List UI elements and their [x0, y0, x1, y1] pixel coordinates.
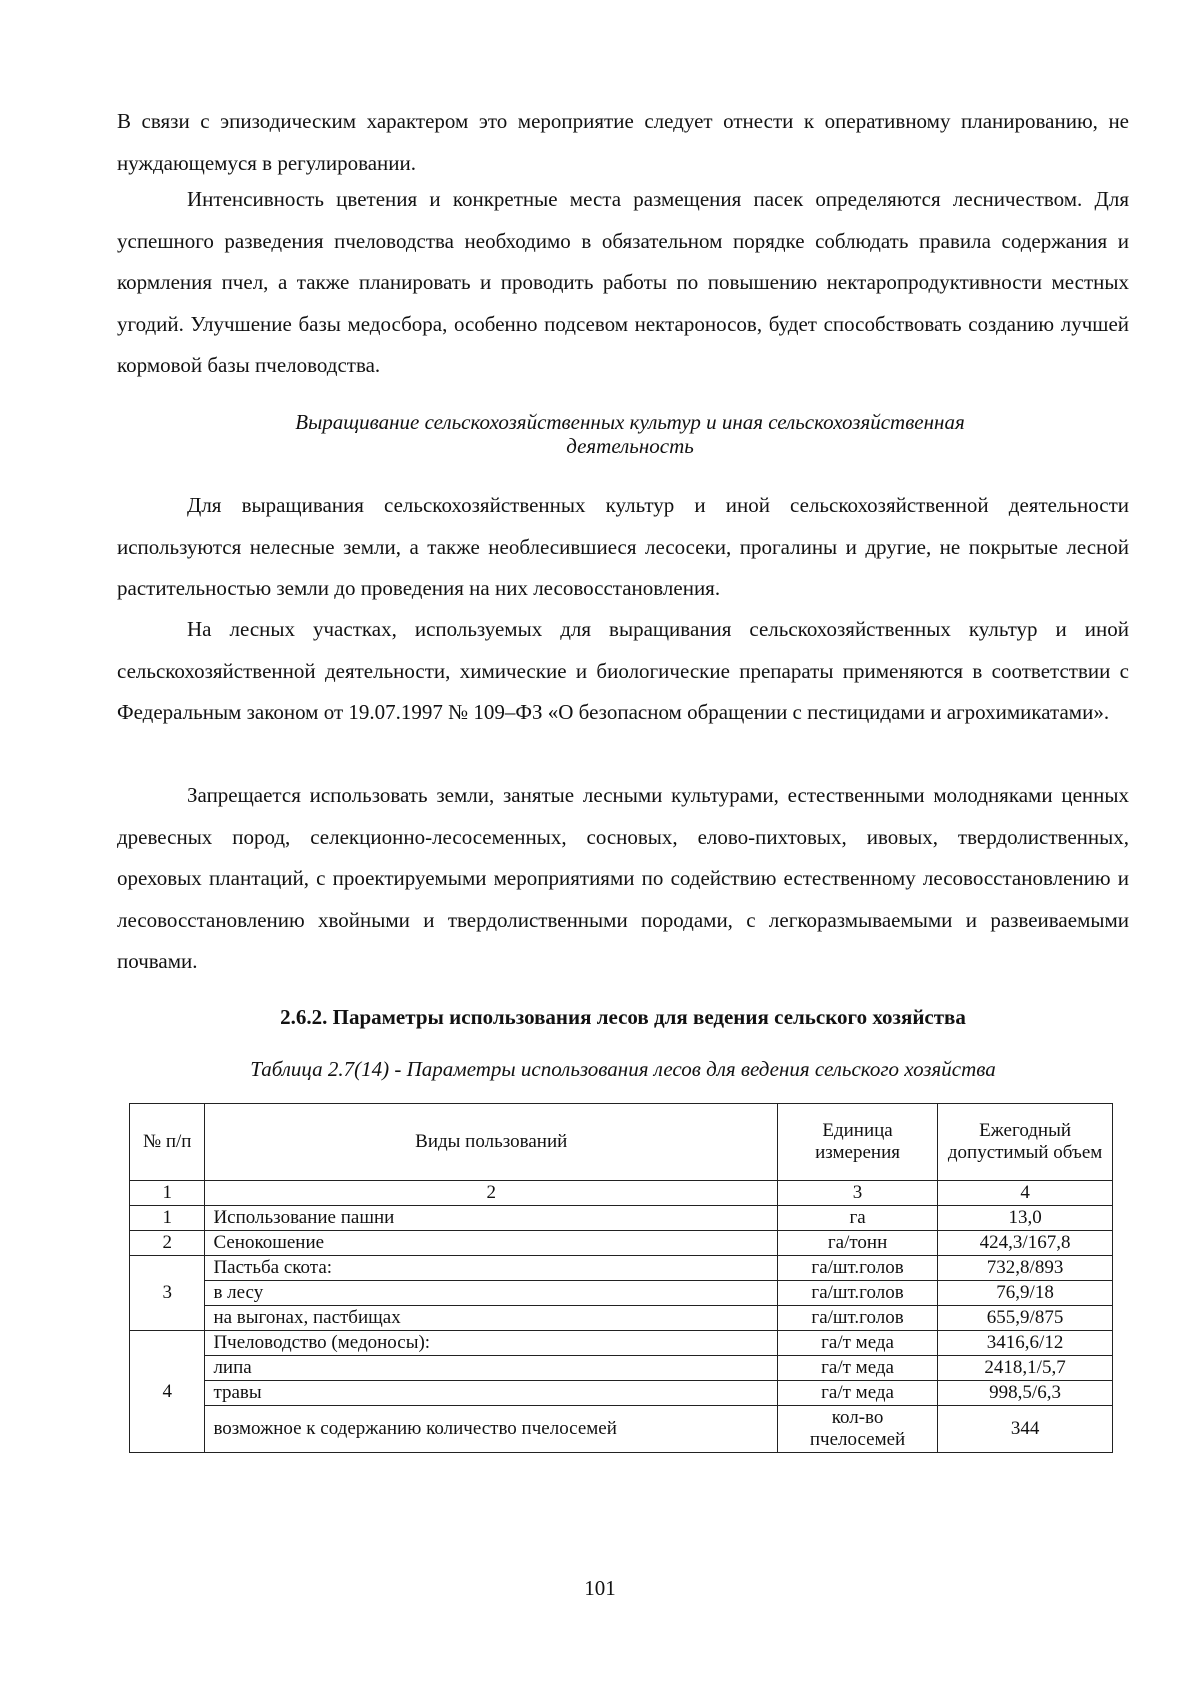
usage-type: Использование пашни [205, 1206, 778, 1231]
table-caption: Таблица 2.7(14) - Параметры использования лесов для ведения сельского хозяйства [250, 1057, 996, 1081]
section-heading: 2.6.2. Параметры использования лесов для ведения сельского хозяйства [280, 1005, 966, 1029]
header-unit: Единица измерения [777, 1104, 937, 1181]
usage-type: Пчеловодство (медоносы): [205, 1331, 778, 1356]
table-row [130, 1256, 1113, 1281]
column-number: 1 [130, 1181, 205, 1206]
unit: га/т меда [777, 1356, 937, 1381]
unit: га/шт.голов [777, 1256, 937, 1281]
usage-type: на выгонах, пастбищах [205, 1306, 778, 1331]
unit-line-1: кол-во [831, 1407, 884, 1428]
paragraph-5: Запрещается использовать земли, занятые лесными культурами, естественными молодняками ценных древесных пород, селекционно-лесосеменных, сосновых, елово-пихтовых, ивовых, твердолиственных, ореховых плантаций, с проектируемыми мероприятиями по содействию естественному лесовосстановлению и лесовосстановлению хвойными и твердолиственными породами, с легкоразмываемыми и развеиваемыми почвами. [117, 783, 1129, 973]
volume: 3416,6/12 [938, 1331, 1113, 1356]
row-number: 2 [130, 1231, 205, 1256]
table-row [130, 1406, 1113, 1453]
volume: 655,9/875 [938, 1306, 1113, 1331]
row-number: 1 [130, 1206, 205, 1231]
volume: 998,5/6,3 [938, 1381, 1113, 1406]
unit-line-2: пчелосемей [809, 1429, 906, 1450]
subsection-title-line-1: Выращивание сельскохозяйственных культур и иная сельскохозяйственная [295, 410, 965, 434]
unit: га/т меда [777, 1381, 937, 1406]
paragraph-4: На лесных участках, используемых для выращивания сельскохозяйственных культур и иной сельскохозяйственной деятельности, химические и биологические препараты применяются в соответствии с Федеральным законом от 19.07.1997 № 109–ФЗ «О безопасном обращении с пестицидами и агрохимикатами». [117, 617, 1129, 724]
table-row [130, 1281, 1113, 1306]
table-header-row [130, 1104, 1113, 1181]
table-row [130, 1206, 1113, 1231]
volume: 76,9/18 [938, 1281, 1113, 1306]
row-number: 4 [130, 1331, 205, 1453]
unit: га/шт.голов [777, 1281, 937, 1306]
unit [777, 1406, 937, 1453]
paragraph-2: Интенсивность цветения и конкретные места размещения пасек определяются лесничеством. Для успешного разведения пчеловодства необходимо в обязательном порядке соблюдать правила содержания и кормления пчел, а также планировать и проводить работы по повышению нектаропродуктивности местных угодий. Улучшение базы медосбора, особенно подсевом нектароносов, будет способствовать созданию лучшей кормовой базы пчеловодства. [117, 187, 1129, 377]
usage-type: в лесу [205, 1281, 778, 1306]
column-number-row [130, 1181, 1113, 1206]
unit: га/т меда [777, 1331, 937, 1356]
usage-type: липа [205, 1356, 778, 1381]
table-row [130, 1231, 1113, 1256]
subsection-title [180, 410, 1080, 458]
unit: га/шт.голов [777, 1306, 937, 1331]
unit: га [777, 1206, 937, 1231]
table-row [130, 1331, 1113, 1356]
volume: 13,0 [938, 1206, 1113, 1231]
usage-type: травы [205, 1381, 778, 1406]
table-row [130, 1306, 1113, 1331]
header-type: Виды пользований [205, 1104, 778, 1181]
paragraph-1: В связи с эпизодическим характером это мероприятие следует отнести к оперативному планированию, не нуждающемуся в регулировании. [117, 109, 1129, 175]
volume: 732,8/893 [938, 1256, 1113, 1281]
column-number: 4 [938, 1181, 1113, 1206]
usage-parameters-table [129, 1103, 1113, 1453]
paragraph-3: Для выращивания сельскохозяйственных культур и иной сельскохозяйственной деятельности используются нелесные земли, а также необлесившиеся лесосеки, прогалины и другие, не покрытые лесной растительностью земли до проведения на них лесовосстановления. [117, 493, 1129, 600]
column-number: 3 [777, 1181, 937, 1206]
row-number: 3 [130, 1256, 205, 1331]
table-row [130, 1381, 1113, 1406]
header-num: № п/п [130, 1104, 205, 1181]
usage-type: возможное к содержанию количество пчелосемей [205, 1406, 778, 1453]
usage-type: Пастьба скота: [205, 1256, 778, 1281]
table-row [130, 1356, 1113, 1381]
volume: 2418,1/5,7 [938, 1356, 1113, 1381]
column-number: 2 [205, 1181, 778, 1206]
page-number: 101 [584, 1576, 616, 1600]
subsection-title-line-2: деятельность [566, 434, 694, 458]
volume: 344 [938, 1406, 1113, 1453]
unit: га/тонн [777, 1231, 937, 1256]
header-volume: Ежегодный допустимый объем [938, 1104, 1113, 1181]
volume: 424,3/167,8 [938, 1231, 1113, 1256]
usage-type: Сенокошение [205, 1231, 778, 1256]
